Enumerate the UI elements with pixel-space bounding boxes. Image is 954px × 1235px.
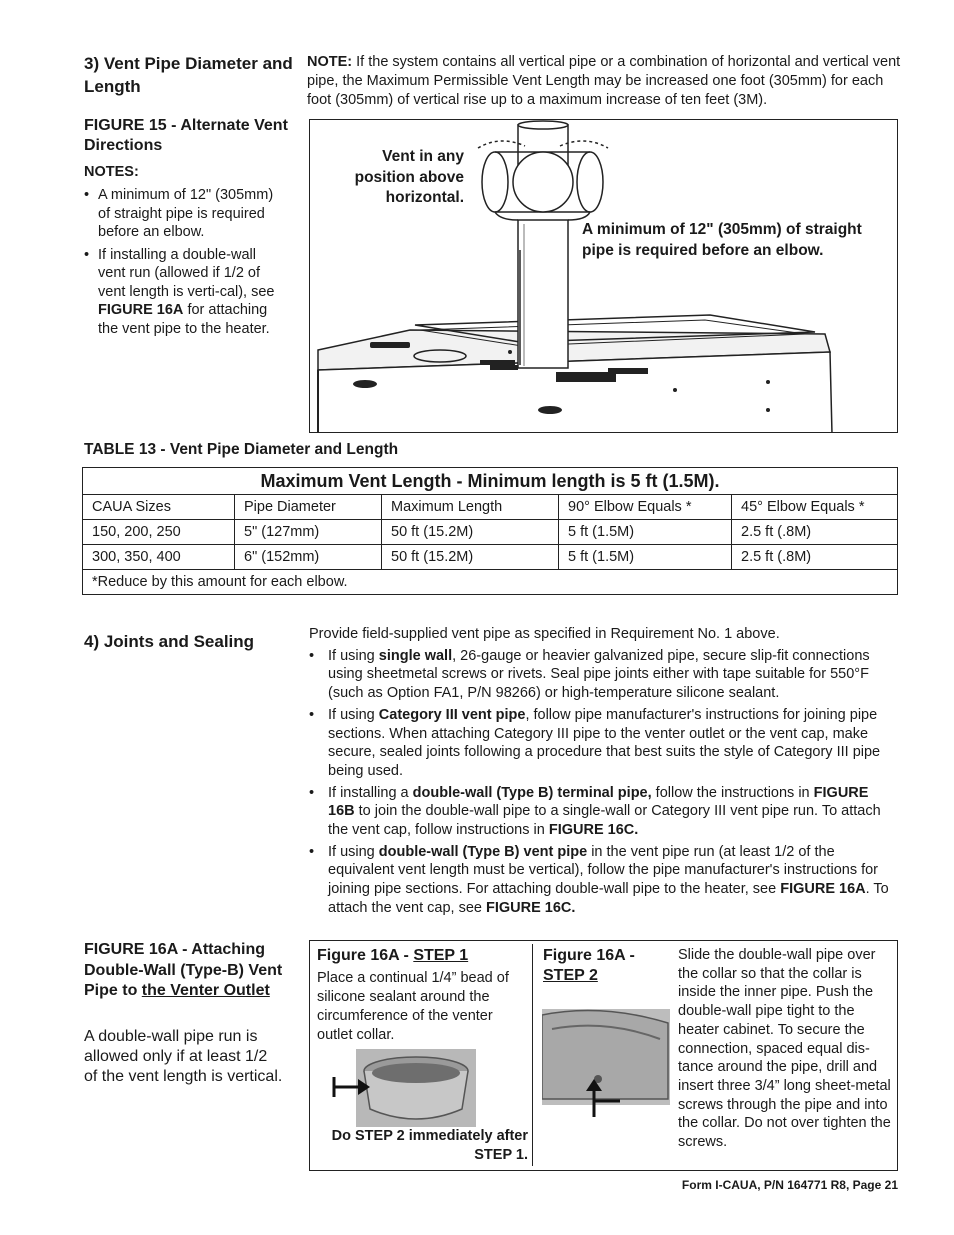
column-header: Maximum Length: [382, 495, 559, 520]
joints-sealing-text: [309, 625, 899, 921]
table-cell: 6" (152mm): [235, 545, 382, 570]
section-3-heading: 3) Vent Pipe Diameter and Length: [84, 54, 293, 96]
table-row: [83, 520, 898, 545]
table-cell: 300, 350, 400: [83, 545, 235, 570]
table-cell: 50 ft (15.2M): [382, 520, 559, 545]
step-1-note: Do STEP 2 immediately after STEP 1.: [331, 1128, 528, 1163]
table-header-row: [83, 468, 898, 495]
table-column-headers: [83, 495, 898, 520]
figure-15-notes: [84, 186, 284, 342]
joints-intro: Provide field-supplied vent pipe as specified in Requirement No. 1 above.: [309, 626, 780, 642]
bullet-double-wall: • If using double-wall (Type B) vent pipe in the vent pipe run (at least 1/2 of the equivalent vent length must be vertical), follow the pipe manufacturer's instructions for joining pipe sections. For attaching double-wall pipe to the heater, see FIGURE 16A. To attach the vent cap, see FIGURE 16C.: [309, 843, 889, 916]
step-1-label: Figure 16A - STEP 1: [317, 947, 469, 964]
table-footnote-row: [83, 570, 898, 595]
column-header: CAUA Sizes: [83, 495, 235, 520]
note-label: NOTE:: [307, 54, 353, 70]
vent-length-table: [82, 467, 898, 595]
step-divider: [532, 944, 533, 1166]
step-1-text: Place a continual 1/4” bead of silicone sealant around the circumference of the venter outlet collar.: [317, 970, 509, 1043]
table-row: [83, 545, 898, 570]
page-footer: Form I-CAUA, P/N 164771 R8, Page 21: [681, 1178, 898, 1192]
column-header: Pipe Diameter: [235, 495, 382, 520]
bullet-single-wall: • If using single wall, 26-gauge or heavier galvanized pipe, secure slip-fit connections using sheetmetal screws or rivets. Seal pipe joints either with tape suitable for 550°F (such as Option FA1, P/N 98266) or high-temperature silicone sealant.: [309, 647, 870, 702]
table-cell: 5" (127mm): [235, 520, 382, 545]
column-header: 90° Elbow Equals *: [559, 495, 732, 520]
note-text: If the system contains all vertical pipe or a combination of horizontal and vertical vent pipe, the Maximum Permissible Vent Length may be increased one foot (305mm) for each foot (305mm) of vertical rise up to a maximum increase of ten feet (3M).: [307, 54, 901, 108]
figure-16a-description: A double-wall pipe run is allowed only if at least 1/2 of the vent length is vertical.: [84, 1028, 283, 1085]
bullet-category-iii: • If using Category III vent pipe, follow pipe manufacturer's instructions for joining pipe sections. When attaching Category III pipe to the venter outlet or the vent cap, make secure, sealed joints following a procedure that best suits the style of Category III pipe being used.: [309, 706, 881, 779]
callout-straight-pipe: A minimum of 12" (305mm) of straight pipe is required before an elbow.: [582, 221, 862, 259]
table-cell: 5 ft (1.5M): [559, 520, 732, 545]
table-header: Maximum Vent Length - Minimum length is 5 ft (1.5M).: [83, 468, 898, 495]
step-2-text: Slide the double-wall pipe over the collar so that the collar is inside the inner pipe. Push the double-wall pipe tight to the heater cabinet. To secure the connection, spaced equal dis-tance around the pipe, drill and insert three 3/4” long sheet-metal screws through the pipe and into the collar. Do not over tighten the screws.: [678, 947, 891, 1151]
figure-15-note-2: • If installing a double-wall vent run (allowed if 1/2 of vent length is verti-cal), see FIGURE 16A for attaching the vent pipe to the heater.: [84, 246, 275, 337]
column-header: 45° Elbow Equals *: [732, 495, 898, 520]
step-2-photo: [542, 1009, 672, 1119]
step-1-photo: [330, 1049, 480, 1129]
figure-16a-title: FIGURE 16A - Attaching Double-Wall (Type-B) Vent Pipe to the Venter Outlet: [84, 941, 283, 999]
table-cell: 150, 200, 250: [83, 520, 235, 545]
step-2-label: Figure 16A - STEP 2: [543, 947, 635, 984]
figure-15-note-1: • A minimum of 12" (305mm) of straight pipe is required before an elbow.: [84, 187, 274, 240]
callout-vent-position: Vent in any position above horizontal.: [354, 148, 464, 206]
table-cell: 2.5 ft (.8M): [732, 545, 898, 570]
table-footnote: *Reduce by this amount for each elbow.: [83, 570, 898, 595]
table-cell: 2.5 ft (.8M): [732, 520, 898, 545]
bullet-terminal-pipe: • If installing a double-wall (Type B) terminal pipe, follow the instructions in FIGURE 16B to join the double-wall pipe to a single-wall or Category III vent pipe run. To attach the vent cap, follow instructions in FIGURE 16C.: [309, 784, 881, 839]
figure-15-drawing: [309, 119, 898, 433]
table-cell: 50 ft (15.2M): [382, 545, 559, 570]
table-cell: 5 ft (1.5M): [559, 545, 732, 570]
table-13-title: TABLE 13 - Vent Pipe Diameter and Length: [84, 441, 399, 458]
section-4-heading: 4) Joints and Sealing: [84, 632, 255, 651]
figure-15-title: FIGURE 15 - Alternate Vent Directions: [84, 117, 288, 154]
vent-length-note: [307, 53, 907, 110]
figure-16a-steps: [309, 940, 898, 1171]
notes-label: NOTES:: [84, 164, 139, 180]
